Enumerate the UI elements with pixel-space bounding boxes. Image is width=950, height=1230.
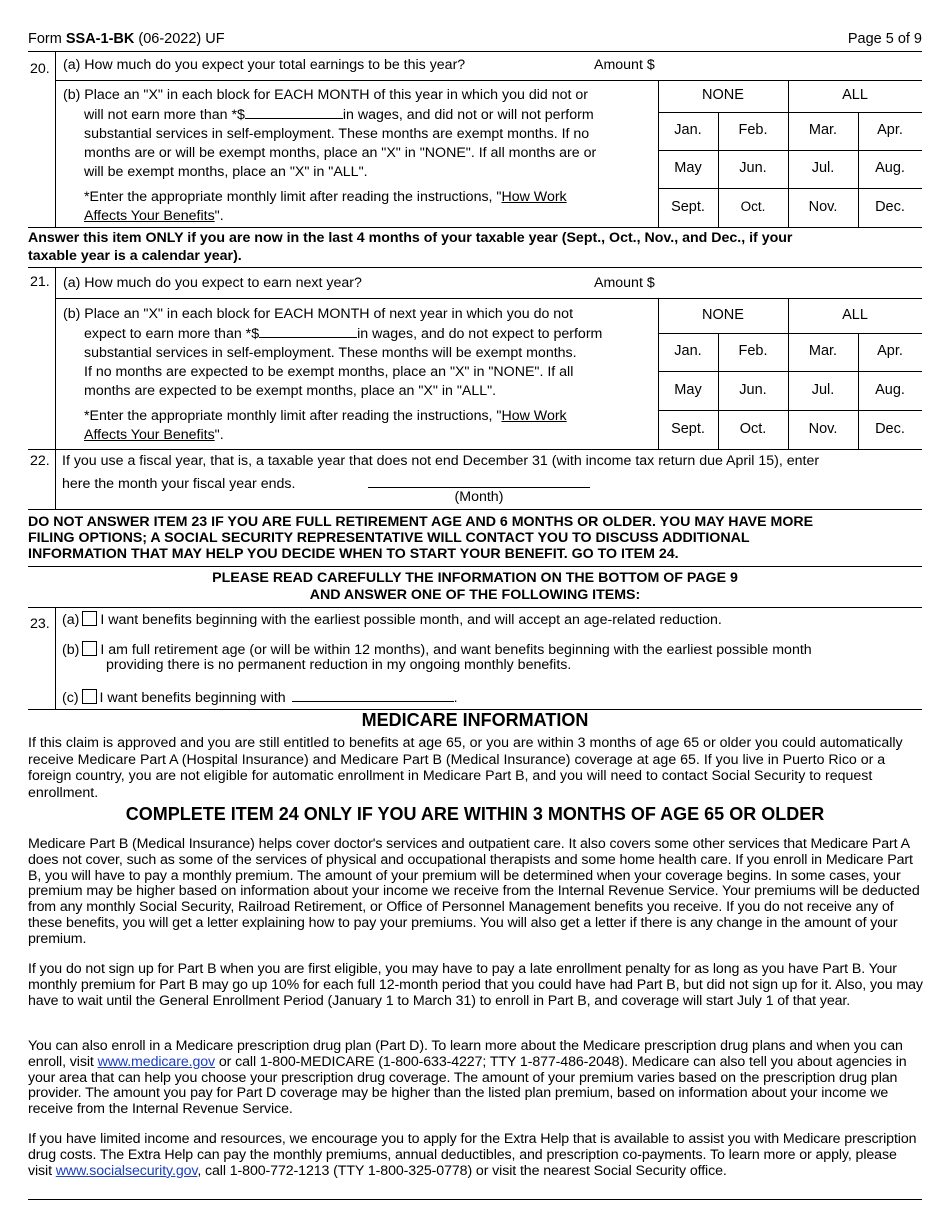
medicare-part-b-paragraph: Medicare Part B (Medical Insurance) helps cover doctor's services and outpatient care. It also covers some other services that Medicare Part A does not cover, such as some of the services of physical and occupational therapists and some home health care. If you enroll in Medicare Part B, you will have to pay a monthly premium. The amount of your premium will be determined when your coverage begins. In some cases, your premium may be higher based on information about your income we receive from the Internal Revenue Service. Your premiums will be deducted from any monthly Social Security, Railroad Retirement, or Office of Personnel Management benefits you receive. If you do not receive any of these benefits, you will get a letter explaining how to pay your premiums. You will also get a letter if there is any change in the amount of your premium. (28, 836, 920, 947)
item-21b-line3: substantial services in self-employment. These months will be exempt months. (84, 345, 577, 361)
item-20a-question: (a) How much do you expect your total earnings to be this year? (63, 57, 466, 73)
month-box[interactable]: Jul. (811, 160, 835, 177)
month-box[interactable]: Aug. (875, 381, 905, 398)
fiscal-month-input[interactable] (368, 472, 590, 488)
item-21a-question: (a) How much do you expect to earn next year? (63, 275, 362, 291)
how-work-link-2[interactable]: How Work (501, 408, 567, 424)
item-21b-note: *Enter the appropriate monthly limit after reading the instructions, "How Work (84, 408, 567, 424)
affects-benefits-link-2[interactable]: Affects Your Benefits (84, 427, 215, 443)
month-box[interactable]: Nov. (808, 198, 838, 215)
medicare-title: MEDICARE INFORMATION (361, 710, 589, 730)
month-box[interactable]: Dec. (875, 420, 905, 437)
month-box[interactable]: Jun. (739, 381, 767, 398)
late-enrollment-paragraph: If you do not sign up for Part B when you are first eligible, you may have to pay a late enrollment penalty for as long as you have Part B. Your monthly premium for Part B may go up 10% for each full 12-month period that you could have had Part B, but did not sign up for it. Also, you may have to wait until the General Enrollment Period (January 1 to March 31) to enroll in Part B, and coverage will start July 1 of that year. (28, 961, 923, 1009)
month-box[interactable]: Apr. (877, 122, 903, 139)
month-box[interactable]: Feb. (738, 343, 768, 360)
item-22-line2: here the month your fiscal year ends. (62, 476, 296, 492)
item-21b-line2: expect to earn more than *$ in wages, and do not expect to perform (84, 326, 603, 342)
affects-benefits-link-1[interactable]: Affects Your Benefits (84, 208, 215, 224)
item-20b-line4: months are or will be exempt months, place an "X" in "NONE". If all months are or (84, 145, 597, 161)
item-23-warning: DO NOT ANSWER ITEM 23 IF YOU ARE FULL RETIREMENT AGE AND 6 MONTHS OR OLDER. YOU MAY HAVE MORE FILING OPTIONS; A SOCIAL SECURITY REPRESENTATIVE WILL CONTACT YOU TO DISCUSS ADDITIONAL INFORMATION THAT MAY HELP YOU DECIDE WHEN TO START YOUR BENEFIT. GO TO ITEM 24. (28, 514, 814, 562)
fiscal-month-label: (Month) (454, 489, 504, 505)
item-22-line1: If you use a fiscal year, that is, a taxable year that does not end December 31 (with income tax return due April 15), enter (62, 453, 820, 469)
item-21b-text: (b) Place an "X" in each block for EACH MONTH of next year in which you do not expect to earn more than *$ in wages, and do not expect to perform substantial services in self-employment. These months will be exempt months. If no months are expected to be exempt months, place an "X" in "NONE". If all months are expected to be exempt months, place an "X" in "ALL". *Enter the appropriate monthly limit after reading the instructions, "How Work Affects Your Benefits". (63, 305, 658, 445)
how-work-link-1[interactable]: How Work (501, 189, 567, 205)
month-box[interactable]: Apr. (877, 343, 903, 360)
item-21b-limit-input[interactable] (259, 324, 357, 338)
month-box-none[interactable]: NONE (702, 87, 744, 104)
month-box[interactable]: Feb. (738, 122, 768, 139)
item-21b-line1: (b) Place an "X" in each block for EACH MONTH of next year in which you do not (63, 306, 574, 322)
item-23-number: 23. (30, 616, 50, 632)
item-20b-line5: will be exempt months, place an "X" in "ALL". (84, 164, 368, 180)
item-22-number: 22. (30, 453, 50, 469)
month-box[interactable]: Oct. (739, 420, 767, 437)
month-box[interactable]: Jun. (739, 160, 767, 177)
item-23b-line2: providing there is no permanent reduction in my ongoing monthly benefits. (106, 657, 572, 673)
page-number: Page 5 of 9 (847, 31, 922, 47)
item-23b-option: (b) I am full retirement age (or will be within 12 months), and want benefits beginning with the earliest possible month (62, 642, 812, 658)
extra-help-paragraph: If you have limited income and resources, we encourage you to apply for the Extra Help that is available to assist you with Medicare prescription drug costs. The Extra Help can pay the monthly premiums, annual deductibles, and prescription co-payments. To learn more or apply, please visit www.socialsecurity.gov, call 1-800-772-1213 (TTY 1-800-325-0778) or visit the nearest Social Security office. (28, 1131, 917, 1179)
socialsecurity-gov-link[interactable]: www.socialsecurity.gov (55, 1162, 198, 1179)
item-20b-line2: will not earn more than *$ in wages, and did not or will not perform (84, 107, 594, 123)
medicare-gov-link[interactable]: www.medicare.gov (97, 1053, 216, 1070)
form-id: SSA-1-BK (65, 31, 135, 47)
month-box[interactable]: Sept. (671, 198, 705, 215)
month-box[interactable]: May (674, 381, 702, 398)
item-21b-line4: If no months are expected to be exempt months, place an "X" in "NONE". If all (84, 364, 574, 380)
month-box[interactable]: Oct. (740, 199, 766, 215)
month-box[interactable]: Aug. (875, 160, 905, 177)
part-d-paragraph: You can also enroll in a Medicare prescription drug plan (Part D). To learn more about the Medicare prescription drug plans and when you can enroll, visit www.medicare.gov or call 1-800-MEDICARE (1-800-633-4227; TTY 1-877-486-2048). Medicare can also tell you about agencies in your area that can help you choose your prescription drug coverage. The amount of your premium varies based on the prescription drug plan provider. The amount you pay for Part D coverage may be higher than the listed plan premium, based on information about your income we receive from the Internal Revenue Service. (28, 1038, 907, 1118)
item-23c-month-input[interactable] (292, 688, 454, 702)
item-23a-checkbox[interactable] (82, 611, 97, 626)
item-20b-limit-input[interactable] (245, 105, 343, 119)
item-21a-amount-label: Amount $ (594, 275, 655, 291)
form-version: (06-2022) UF (134, 31, 225, 47)
item-23a-option: (a) I want benefits beginning with the earliest possible month, and will accept an age-related reduction. (62, 612, 722, 628)
last-four-months-note: Answer this item ONLY if you are now in the last 4 months of your taxable year (Sept., Oct., Nov., and Dec., if your taxable year is a calendar year). (28, 230, 793, 264)
item-20a-amount-input[interactable] (662, 52, 922, 79)
month-box[interactable]: Mar. (808, 122, 838, 139)
month-box[interactable]: Jan. (674, 343, 702, 360)
form-prefix: Form (28, 31, 66, 47)
item-20a-amount-label: Amount $ (594, 57, 655, 73)
month-box[interactable]: Jan. (674, 122, 702, 139)
item-21-number: 21. (30, 274, 50, 290)
month-box[interactable]: Nov. (808, 420, 838, 437)
month-box-all[interactable]: ALL (842, 87, 868, 104)
medicare-intro: If this claim is approved and you are still entitled to benefits at age 65, or you are within 3 months of age 65 or older you could automatically receive Medicare Part A (Hospital Insurance) and Medicare Part B (Medical Insurance) coverage at age 65. If you live in Puerto Rico or a foreign country, you are not eligible for automatic enrollment in Medicare Part B, and you will need to contact Social Security to request enrollment. (28, 735, 903, 801)
month-box-all[interactable]: ALL (842, 306, 868, 323)
item-20b-line3: substantial services in self-employment. These months are exempt months. If no (84, 126, 590, 142)
item-21b-line5: months are expected to be exempt months, place an "X" in "ALL". (84, 383, 497, 399)
item-20-number: 20. (30, 61, 50, 77)
item-20b-line1: (b) Place an "X" in each block for EACH MONTH of this year in which you did not or (63, 87, 588, 103)
item-21a-amount-input[interactable] (662, 269, 922, 297)
item-23c-option: (c) I want benefits beginning with . (62, 690, 458, 706)
month-box[interactable]: May (674, 160, 702, 177)
month-box[interactable]: Sept. (671, 420, 705, 437)
item-20b-text: (b) Place an "X" in each block for EACH MONTH of this year in which you did not or will not earn more than *$ in wages, and did not or will not perform substantial services in self-employment. These months are exempt months. If no months are or will be exempt months, place an "X" in "NONE". If all months are or will be exempt months, place an "X" in "ALL". *Enter the appropriate monthly limit after reading the instructions, "How Work Affects Your Benefits". (63, 86, 658, 226)
month-box[interactable]: Jul. (811, 381, 835, 398)
month-box[interactable]: Mar. (808, 343, 838, 360)
month-box[interactable]: Dec. (875, 198, 905, 215)
item-24-heading: COMPLETE ITEM 24 ONLY IF YOU ARE WITHIN 3 MONTHS OF AGE 65 OR OLDER (125, 804, 825, 824)
month-box-none[interactable]: NONE (702, 306, 744, 323)
item-20b-note: *Enter the appropriate monthly limit after reading the instructions, "How Work (84, 189, 567, 205)
item-23b-checkbox[interactable] (82, 641, 97, 656)
item-23c-checkbox[interactable] (82, 689, 97, 704)
form-identifier (28, 31, 225, 48)
read-carefully-notice: PLEASE READ CAREFULLY THE INFORMATION ON THE BOTTOM OF PAGE 9 AND ANSWER ONE OF THE FOLLOWING ITEMS: (212, 570, 738, 603)
